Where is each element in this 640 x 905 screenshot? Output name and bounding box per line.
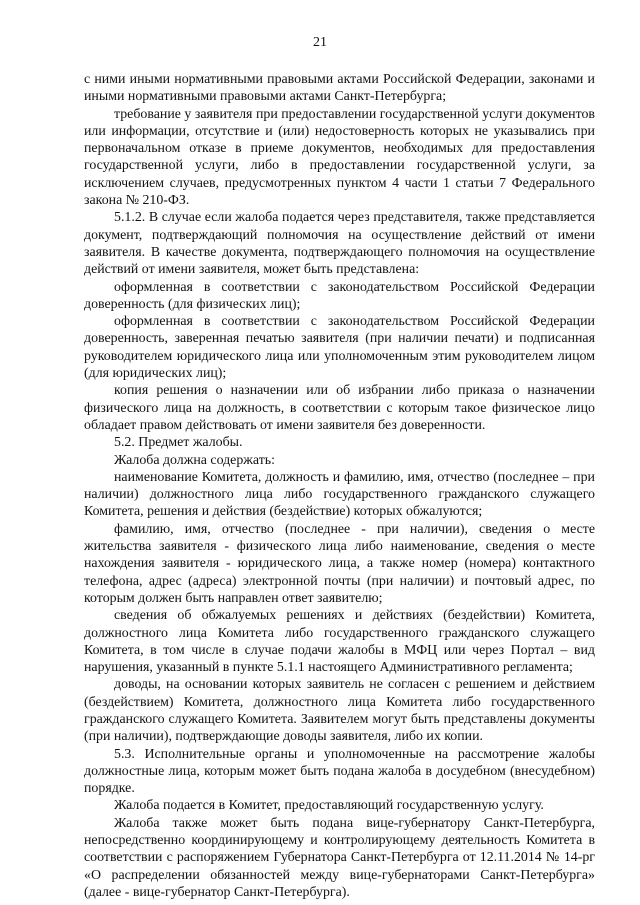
paragraph: доводы, на основании которых заявитель не согласен с решением и действием (бездействием) Комитета, должностного лица Комитета либо государственного гражданского служащего Комитета. Заявителем могут быть представлены документы (при наличии), подтверждающие доводы заявителя, либо их копии. xyxy=(84,677,595,745)
document-body xyxy=(84,71,595,901)
paragraph: копия решения о назначении или об избрании либо приказа о назначении физического лица на должность, в соответствии с которым такое физическое лицо обладает правом действовать от имени заявителя без доверенности. xyxy=(84,383,595,433)
section-heading-5-3: 5.3. Исполнительные органы и уполномоченные на рассмотрение жалобы должностные лица, которым может быть подана жалоба в досудебном (внесудебном) порядке. xyxy=(84,746,595,797)
paragraph: Жалоба подается в Комитет, предоставляющий государственную услугу. xyxy=(114,798,544,814)
paragraph: сведения об обжалуемых решениях и действиях (бездействии) Комитета, должностного лица Комитета либо государственного гражданского служащего Комитета, в том числе в случае подачи жалобы в МФЦ или через Портал – вид нарушения, указанный в пункте 5.1.1 настоящего Административного регламента; xyxy=(84,608,595,676)
page-number: 21 xyxy=(313,35,327,50)
paragraph: Жалоба также может быть подана вице-губернатору Санкт-Петербурга, непосредственно координирующему и контролирующему деятельность Комитета в соответствии с распоряжением Губернатора Санкт-Петербурга от 12.11.2014 № 14-рг «О распределении обязанностей между вице-губернаторами Санкт-Петербурга» (далее - вице-губернатор Санкт-Петербурга). xyxy=(84,815,595,900)
paragraph: Жалоба должна содержать: xyxy=(114,452,275,468)
paragraph: наименование Комитета, должность и фамилию, имя, отчество (последнее – при наличии) должностного лица либо государственного гражданского служащего Комитета, решения и действия (бездействие) которых обжалуются; xyxy=(84,469,595,520)
section-heading-5-2: 5.2. Предмет жалобы. xyxy=(114,435,243,451)
paragraph: оформленная в соответствии с законодательством Российской Федерации доверенность, заверенная печатью заявителя (при наличии печати) и подписанная руководителем юридического лица или уполномоченным этим руководителем лицом (для юридических лиц); xyxy=(84,314,595,382)
paragraph-continuation: с ними иными нормативными правовыми актами Российской Федерации, законами и иными нормативными правовыми актами Санкт-Петербурга; xyxy=(84,72,595,105)
paragraph: фамилию, имя, отчество (последнее - при наличии), сведения о месте жительства заявителя - физического лица либо наименование, сведения о месте нахождения заявителя - юридического лица, а также номер (номера) контактного телефона, адрес (адреса) электронной почты (при наличии) и почтовый адрес, по которым должен быть направлен ответ заявителю; xyxy=(84,521,595,606)
paragraph: оформленная в соответствии с законодательством Российской Федерации доверенность (для физических лиц); xyxy=(84,279,595,312)
paragraph: требование у заявителя при предоставлении государственной услуги документов или информации, отсутствие и (или) недостоверность которых не указывались при первоначальном отказе в приеме документов, необходимых для предоставления государственной услуги, либо в предоставлении государственной услуги, за исключением случаев, предусмотренных пунктом 4 части 1 статьи 7 Федерального закона № 210-ФЗ. xyxy=(84,106,595,209)
paragraph-5-1-2: 5.1.2. В случае если жалоба подается через представителя, также представляется документ, подтверждающий полномочия на осуществление действий от имени заявителя. В качестве документа, подтверждающего полномочия на осуществление действий от имени заявителя, может быть представлена: xyxy=(84,210,595,278)
